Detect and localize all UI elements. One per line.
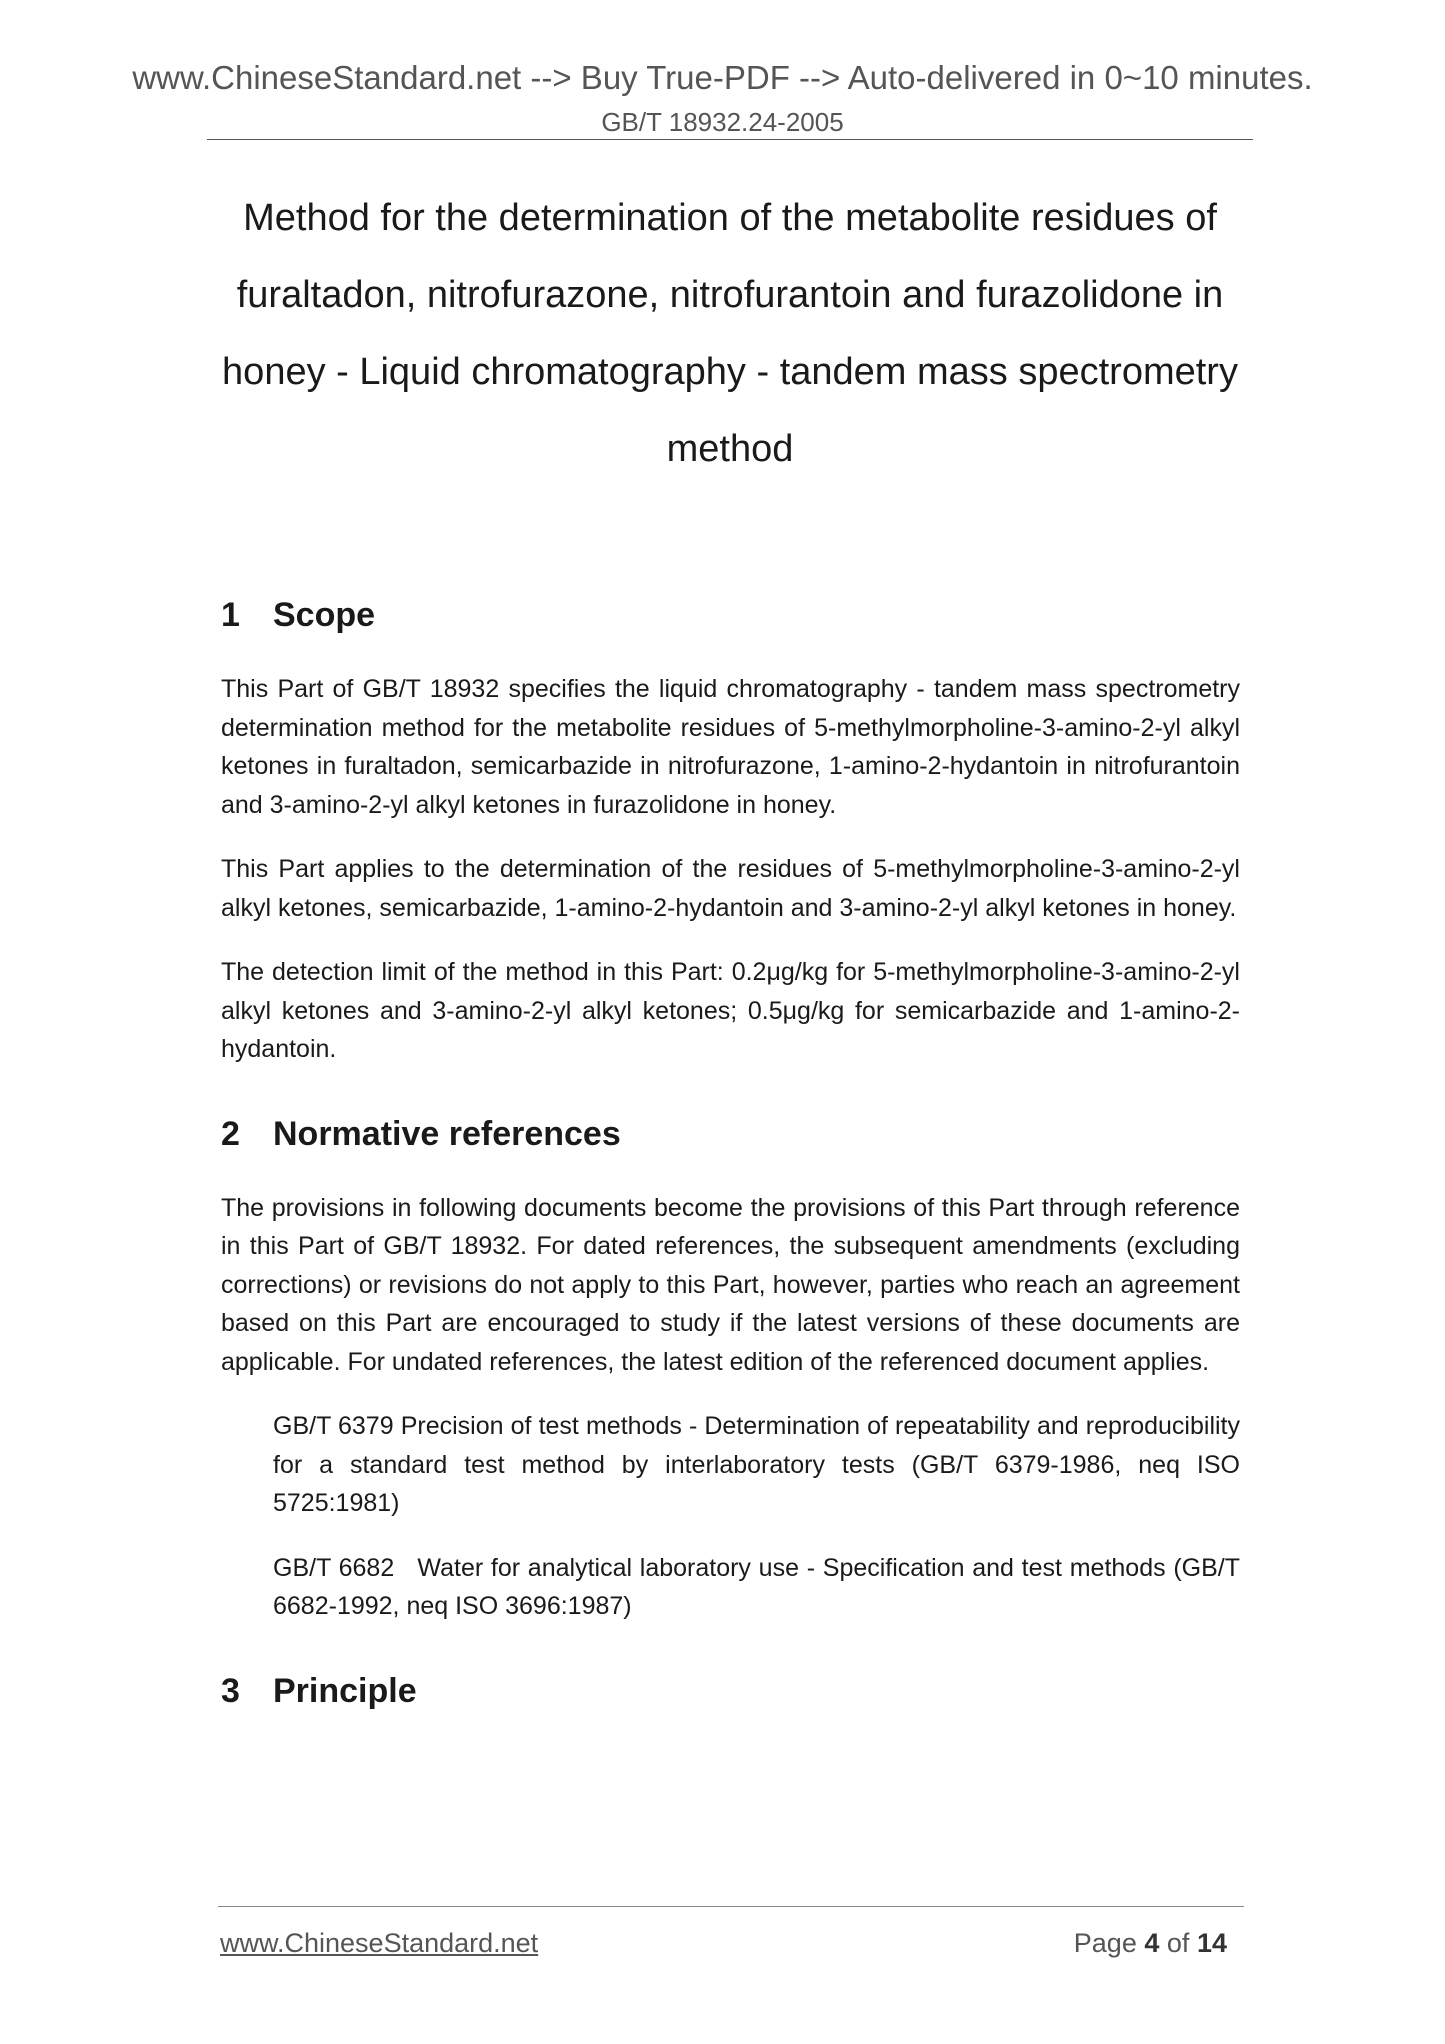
header-standard-id: GB/T 18932.24-2005 bbox=[601, 107, 844, 137]
document-title: Method for the determination of the metabolite residues of furaltadon, nitrofurazone, nitrofurantoin and furazolidone in honey - Liquid chromatography - tandem mass spectrometry method bbox=[222, 197, 1238, 470]
footer-site-link[interactable]: www.ChineseStandard.net bbox=[220, 1928, 539, 1958]
page-prefix: Page bbox=[1073, 1928, 1137, 1958]
section-title: Normative references bbox=[273, 1114, 621, 1153]
section-number: 3 bbox=[221, 1671, 240, 1710]
header-banner[interactable]: www.ChineseStandard.net --> Buy True-PDF --> Auto-delivered in 0~10 minutes. bbox=[132, 59, 1313, 96]
document-body bbox=[221, 590, 1247, 1716]
paragraph: This Part of GB/T 18932 specifies the liquid chromatography - tandem mass spectrometry determination method for the metabolite residues of 5-methylmorpholine-3-amino-2-yl alkyl ketones in furaltadon, semicarbazide in nitrofurazone, 1-amino-2-hydantoin in nitrofurantoin and 3-amino-2-yl alkyl ketones in furazolidone in honey. bbox=[221, 675, 1240, 819]
section-number: 1 bbox=[221, 596, 240, 634]
section-heading-normative-references bbox=[221, 1109, 1240, 1159]
reference-item: GB/T 6682 Water for analytical laboratory use - Specification and test methods (GB/T 6682-1992, neq ISO 3696:1987) bbox=[273, 1553, 1247, 1620]
reference-item: GB/T 6379 Precision of test methods - Determination of repeatability and reproducibility for a standard test method by interlaboratory tests (GB/T 6379-1986, neq ISO 5725:1981) bbox=[273, 1412, 1240, 1517]
section-number: 2 bbox=[221, 1114, 240, 1153]
section-title: Scope bbox=[273, 596, 376, 634]
page-total: 14 bbox=[1196, 1928, 1227, 1958]
section-heading-scope bbox=[221, 590, 1240, 640]
section-heading-principle bbox=[221, 1666, 1240, 1716]
paragraph: The provisions in following documents become the provisions of this Part through reference in this Part of GB/T 18932. For dated references, the subsequent amendments (excluding corrections) or revisions do not apply to this Part, however, parties who reach an agreement based on this Part are encouraged to study if the latest versions of these documents are applicable. For undated references, the latest edition of the referenced document applies. bbox=[221, 1193, 1240, 1376]
page-current: 4 bbox=[1144, 1928, 1160, 1958]
section-title: Principle bbox=[273, 1671, 417, 1710]
header-divider bbox=[207, 139, 1253, 140]
paragraph: The detection limit of the method in this Part: 0.2μg/kg for 5-methylmorpholine-3-amino-2-yl alkyl ketones and 3-amino-2-yl alkyl ketones; 0.5μg/kg for semicarbazide and 1-amino-2-hydantoin. bbox=[221, 958, 1240, 1063]
page-indicator bbox=[1074, 1926, 1227, 1960]
paragraph: This Part applies to the determination of the residues of 5-methylmorpholine-3-amino-2-yl alkyl ketones, semicarbazide, 1-amino-2-hydantoin and 3-amino-2-yl alkyl ketones in honey. bbox=[221, 855, 1240, 922]
page-of: of bbox=[1166, 1928, 1190, 1958]
footer-divider bbox=[218, 1906, 1244, 1907]
